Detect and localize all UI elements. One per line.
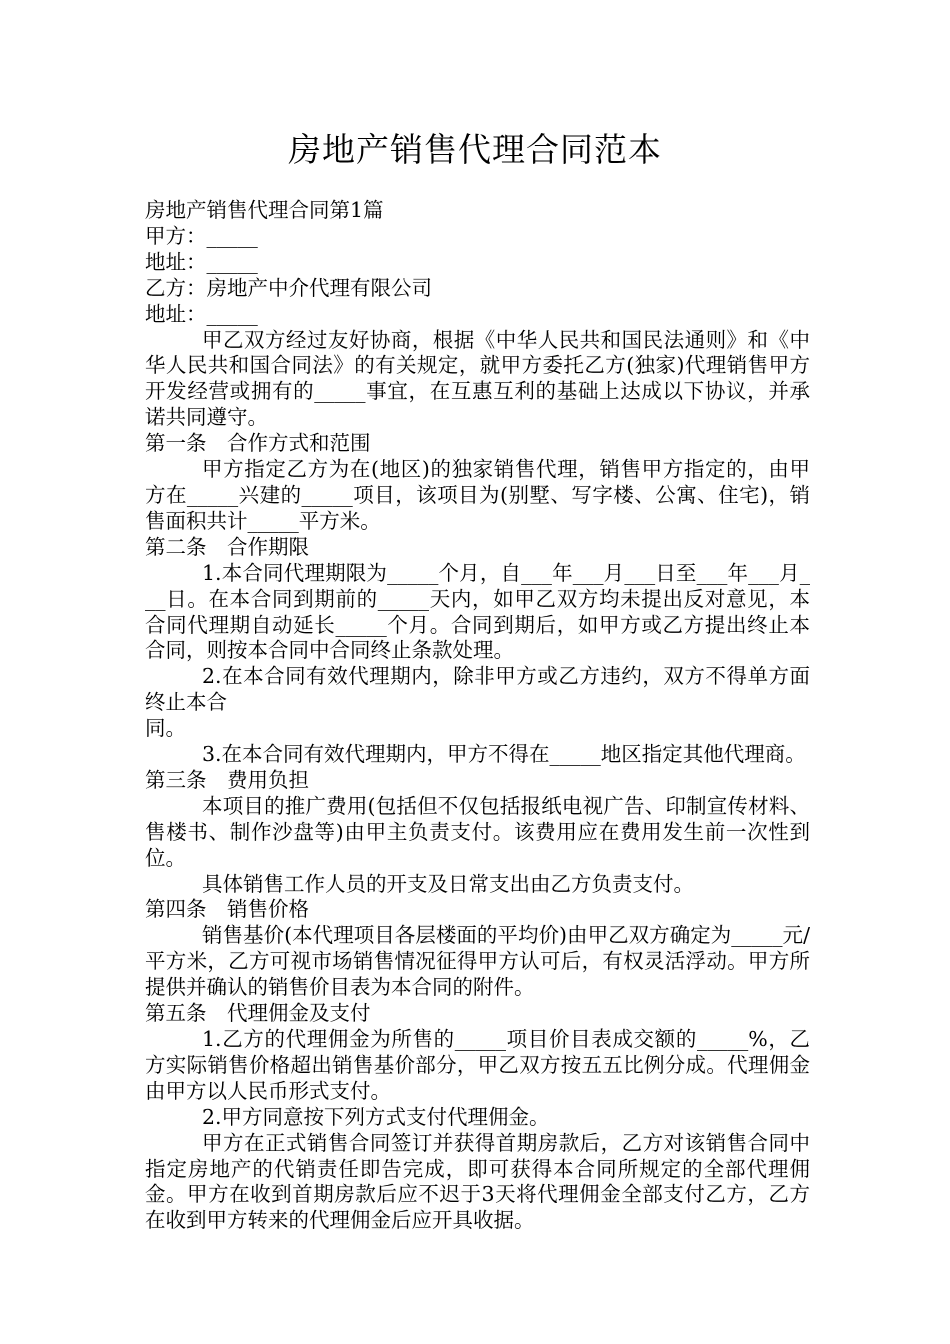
article-paragraph: 1.本合同代理期限为_____个月，自___年___月___日至___年___月___日。在本合同到期前的_____天内，如甲乙双方均未提出反对意见，本合同代理期自动延长_____个月。合同到期后，如甲方或乙方提出终止本合同，则按本合同中合同终止条款处理。	[145, 560, 810, 663]
article-paragraph: 2.甲方同意按下列方式支付代理佣金。	[202, 1104, 550, 1129]
section-heading: 房地产销售代理合同第1篇	[145, 198, 384, 222]
article-paragraph: 甲方在正式销售合同签订并获得首期房款后，乙方对该销售合同中指定房地产的代销责任即告完成，即可获得本合同所规定的全部代理佣金。甲方在收到首期房款后应不迟于3天将代理佣金全部支付乙方，乙方在收到甲方转来的代理佣金后应开具收据。	[145, 1130, 810, 1233]
party-b-address-line: 地址：_____	[145, 301, 258, 326]
party-b-line: 乙方：房地产中介代理有限公司	[145, 275, 432, 300]
article-paragraph: 3.在本合同有效代理期内，甲方不得在_____地区指定其他代理商。	[202, 742, 806, 767]
article-paragraph: 销售基价(本代理项目各层楼面的平均价)由甲乙双方确定为_____元/平方米，乙方可视市场销售情况征得甲方认可后，有权灵活浮动。甲方所提供并确认的销售价目表为本合同的附件。	[145, 923, 810, 1000]
article-paragraph: 具体销售工作人员的开支及日常支出由乙方负责支付。	[202, 871, 694, 896]
document-body	[145, 198, 810, 1234]
article-heading: 第二条 合作期限	[145, 534, 309, 559]
document-title: 房地产销售代理合同范本	[288, 130, 662, 169]
preamble-paragraph: 甲乙双方经过友好协商，根据《中华人民共和国民法通则》和《中华人民共和国合同法》的有关规定，就甲方委托乙方(独家)代理销售甲方开发经营或拥有的_____事宜，在互惠互利的基础上达成以下协议，并承诺共同遵守。	[145, 327, 810, 430]
article-paragraph: 本项目的推广费用(包括但不仅包括报纸电视广告、印制宣传材料、售楼书、制作沙盘等)由甲主负责支付。该费用应在费用发生前一次性到位。	[145, 793, 810, 870]
article-heading: 第四条 销售价格	[145, 897, 309, 922]
party-a-address-line: 地址：_____	[145, 249, 258, 274]
article-heading: 第五条 代理佣金及支付	[145, 1001, 371, 1026]
article-heading: 第三条 费用负担	[145, 767, 309, 792]
party-a-line: 甲方：_____	[145, 223, 258, 248]
article-paragraph: 甲方指定乙方为在(地区)的独家销售代理，销售甲方指定的，由甲方在_____兴建的_____项目，该项目为(别墅、写字楼、公寓、住宅)，销售面积共计_____平方米。	[145, 457, 810, 533]
article-paragraph: 2.在本合同有效代理期内，除非甲方或乙方违约，双方不得单方面终止本合	[145, 664, 810, 715]
article-heading: 第一条 合作方式和范围	[145, 431, 371, 456]
article-paragraph: 1.乙方的代理佣金为所售的_____项目价目表成交额的_____%，乙方实际销售价格超出销售基价部分，甲乙双方按五五比例分成。代理佣金由甲方以人民币形式支付。	[145, 1027, 810, 1103]
article-paragraph-continuation: 同。	[145, 716, 186, 741]
